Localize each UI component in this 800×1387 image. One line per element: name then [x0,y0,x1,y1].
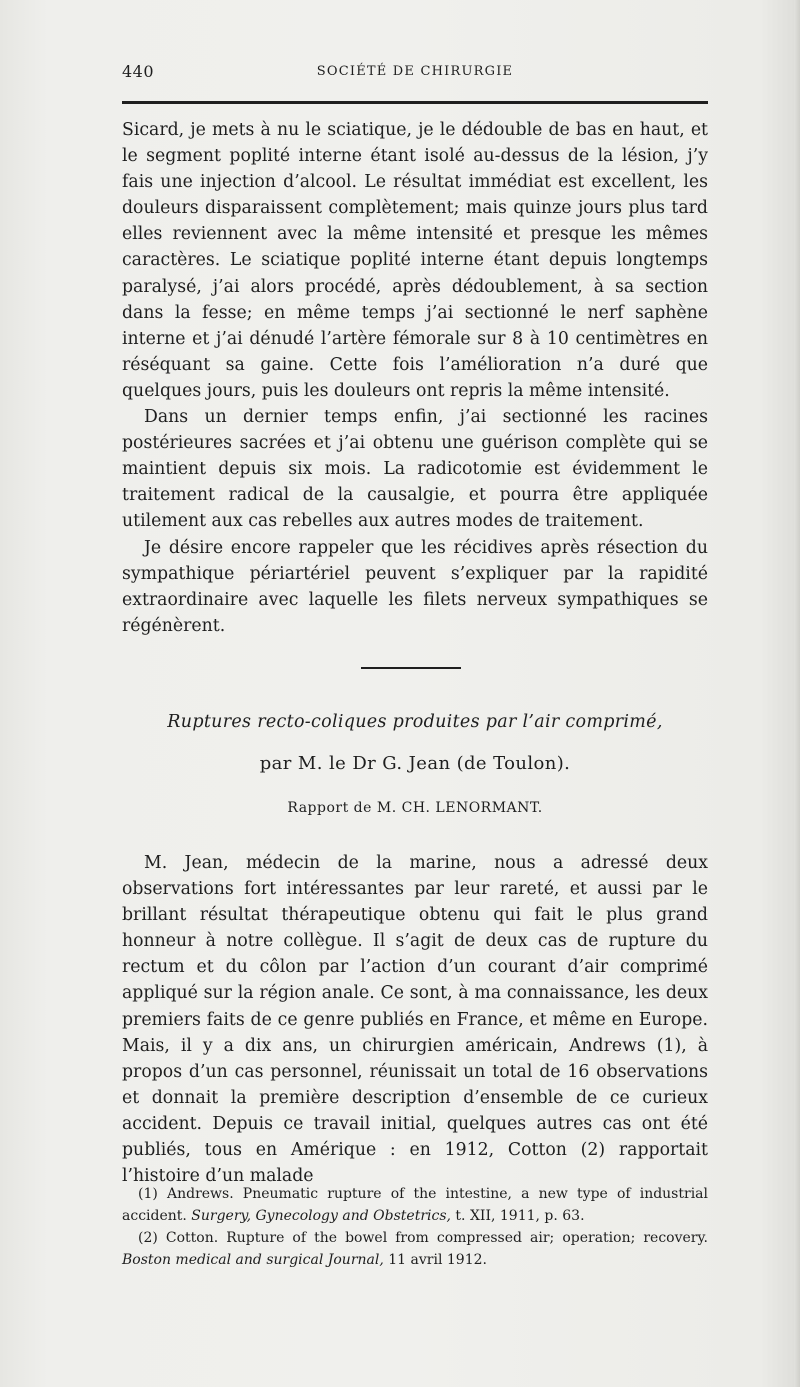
paragraph: Sicard, je mets à nu le sciatique, je le dédouble de bas en haut, et le segment poplité interne étant isolé au-dessus de la lésion, j’y fais une injection d’alcool. Le résultat immédiat est excellent, les douleurs disparaissent complètement; mais quinze jours plus tard elles reviennent avec la même intensité et presque les mêmes caractères. Le sciatique poplité interne étant depuis longtemps paralysé, j’ai alors procédé, après dédoublement, à sa section dans la fesse; en même temps j’ai sectionné le nerf saphène interne et j’ai dénudé l’artère fémorale sur 8 à 10 centimètres en réséquant sa gaine. Cette fois l’amélioration n’a duré que quelques jours, puis les douleurs ont repris la même intensité. [122,120,708,401]
article-body [122,850,708,1189]
page-header [122,62,708,90]
continued-text [122,117,708,639]
article-report-line: Rapport de M. CH. LENORMANT. [287,800,543,816]
section-divider [361,667,461,669]
footnote [122,1183,708,1227]
paragraph: Je désire encore rappeler que les récidives après résection du sympathique périartériel peuvent s’expliquer par la rapidité extraordinaire avec laquelle les filets nerveux sympathiques se régénèrent. [122,537,708,636]
article-title: Ruptures recto-coliques produites par l’air comprimé, [167,712,663,732]
header-rule [122,101,708,104]
article-author: par M. le Dr G. Jean (de Toulon). [259,753,571,774]
page-number: 440 [122,62,155,81]
footnote-text: (1) Andrews. Pneumatic rupture of the intestine, a new type of industrial accident. [122,1186,708,1224]
paragraph: Dans un dernier temps enfin, j’ai sectionné les racines postérieures sacrées et j’ai obtenu une guérison complète qui se maintient depuis six mois. La radicotomie est évidemment le traitement radical de la causalgie, et pourra être appliquée utilement aux cas rebelles aux autres modes de traitement. [122,407,708,532]
page-edge-shadow [794,0,800,1387]
footnote-text: (2) Cotton. Rupture of the bowel from compressed air; operation; recovery. [138,1230,708,1246]
footnote-text: t. XII, 1911, p. 63. [450,1208,585,1224]
footnote-journal: Boston medical and surgical Journal, [122,1252,384,1268]
footnote [122,1227,708,1271]
running-title: SOCIÉTÉ DE CHIRURGIE [316,64,514,79]
footnote-journal: Surgery, Gynecology and Obstetrics, [191,1208,451,1224]
paragraph: M. Jean, médecin de la marine, nous a adressé deux observations fort intéressantes par leur rareté, et aussi par le brillant résultat thérapeutique obtenu qui fait le plus grand honneur à notre collègue. Il s’agit de deux cas de rupture du rectum et du côlon par l’action d’un courant d’air comprimé appliqué sur la région anale. Ce sont, à ma connaissance, les deux premiers faits de ce genre publiés en France, et même en Europe. Mais, il y a dix ans, un chirurgien américain, Andrews (1), à propos d’un cas personnel, réunissait un total de 16 observations et donnait la première description d’ensemble de ce curieux accident. Depuis ce travail initial, quelques autres cas ont été publiés, tous en Amérique : en 1912, Cotton (2) rapportait l’histoire d’un malade [122,853,708,1187]
footnote-text: 11 avril 1912. [383,1252,487,1268]
footnotes [122,1183,708,1271]
